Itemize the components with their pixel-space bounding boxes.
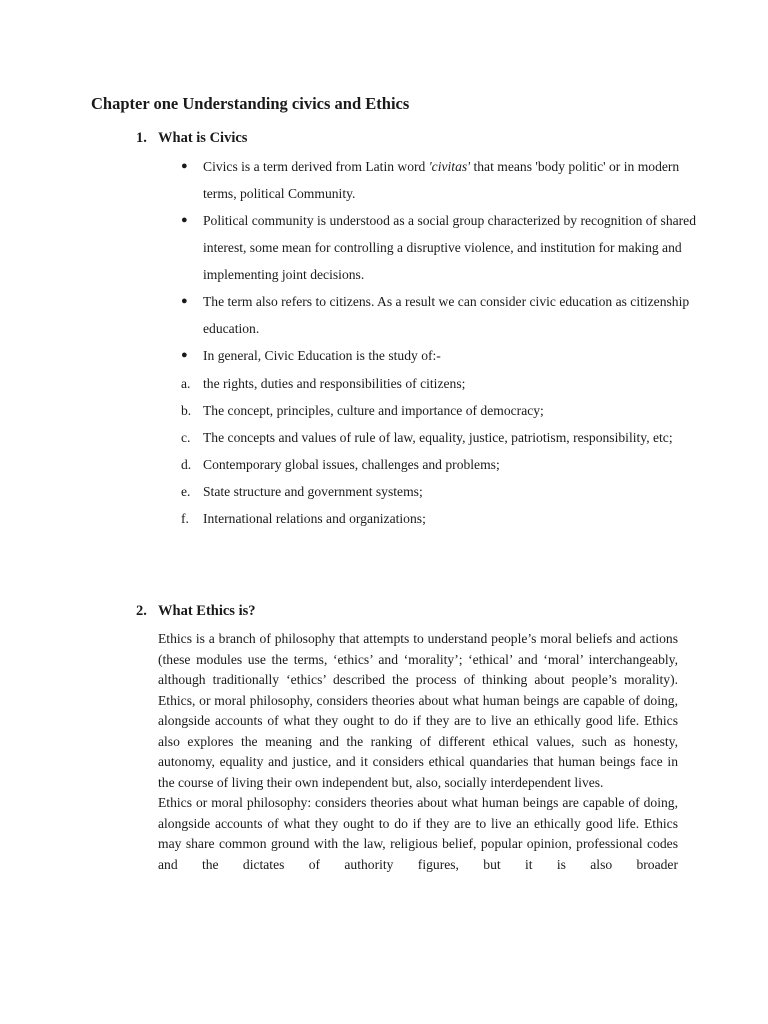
bullet-text: Civics is a term derived from Latin word	[203, 159, 429, 174]
list-letter: d.	[181, 457, 192, 472]
bullet-text: The term also refers to citizens. As a result we can consider civic education as citizenship education.	[203, 294, 690, 336]
bullet-text: Political community is understood as a social group characterized by recognition of shared interest, some mean for controlling a disruptive violence, and institution for making and implementing joint decisions.	[203, 213, 697, 282]
bullet-item	[181, 207, 701, 288]
list-letter: e.	[181, 484, 191, 499]
bullet-item	[181, 153, 701, 207]
section-heading-what-is-civics	[136, 130, 247, 147]
list-letter: a.	[181, 376, 191, 391]
list-item-text: The concepts and values of rule of law, equality, justice, patriotism, responsibility, etc;	[203, 430, 673, 445]
section-title: What is Civics	[158, 130, 248, 146]
list-item	[181, 424, 701, 451]
list-item	[181, 397, 701, 424]
list-item-text: International relations and organizations;	[203, 511, 426, 526]
bullet-item	[181, 342, 701, 369]
ethics-paragraph-2: Ethics or moral philosophy: considers theories about what human beings are capable of doing, alongside accounts of what they ought to do if they are to live an ethically good life. Ethics may share common ground with the law, religious belief, popular opinion, professional codes and the dictates of authority figures, but it is also broader	[158, 795, 678, 872]
list-item	[181, 505, 701, 532]
bullet-item	[181, 288, 701, 342]
bullet-dot-icon: ●	[181, 160, 188, 172]
list-item	[181, 370, 701, 397]
list-letter: c.	[181, 430, 191, 445]
bullet-dot-icon: ●	[181, 349, 188, 361]
section-number: 1.	[136, 130, 147, 146]
list-item	[181, 478, 701, 505]
bullet-dot-icon: ●	[181, 295, 188, 307]
bullet-text: In general, Civic Education is the study of:-	[203, 348, 441, 363]
section-title: What Ethics is?	[158, 603, 256, 619]
latin-term: 'civitas'	[428, 159, 471, 174]
civics-bullet-list	[181, 153, 701, 369]
list-letter: b.	[181, 403, 192, 418]
list-item-text: the rights, duties and responsibilities of citizens;	[203, 376, 466, 391]
bullet-text-cont: that means 'body politic' or in modern terms, political Community.	[203, 159, 680, 201]
list-item-text: Contemporary global issues, challenges and problems;	[203, 457, 500, 472]
chapter-title: Chapter one Understanding civics and Ethics	[91, 94, 410, 113]
bullet-dot-icon: ●	[181, 214, 188, 226]
ethics-body-text	[158, 629, 678, 875]
section-number: 2.	[136, 603, 147, 619]
list-letter: f.	[181, 511, 189, 526]
civic-education-topics-list	[181, 370, 701, 532]
ethics-paragraph-1: Ethics is a branch of philosophy that attempts to understand people’s moral beliefs and actions (these modules use the terms, ‘ethics’ and ‘morality’; ‘ethical’ and ‘moral’ interchangeably, although traditionally ‘ethics’ described the process of thinking about people’s morality). Ethics, or moral philosophy, considers theories about what human beings are capable of doing, alongside accounts of what they ought to do if they are to live an ethically good life. Ethics also explores the meaning and the ranking of different ethical values, such as honesty, autonomy, equality and justice, and it considers ethical quandaries that human beings face in the course of living their own independent but, also, socially interdependent lives.	[158, 631, 678, 790]
list-item	[181, 451, 701, 478]
list-item-text: State structure and government systems;	[203, 484, 423, 499]
section-heading-what-ethics-is	[136, 603, 256, 620]
list-item-text: The concept, principles, culture and importance of democracy;	[203, 403, 544, 418]
